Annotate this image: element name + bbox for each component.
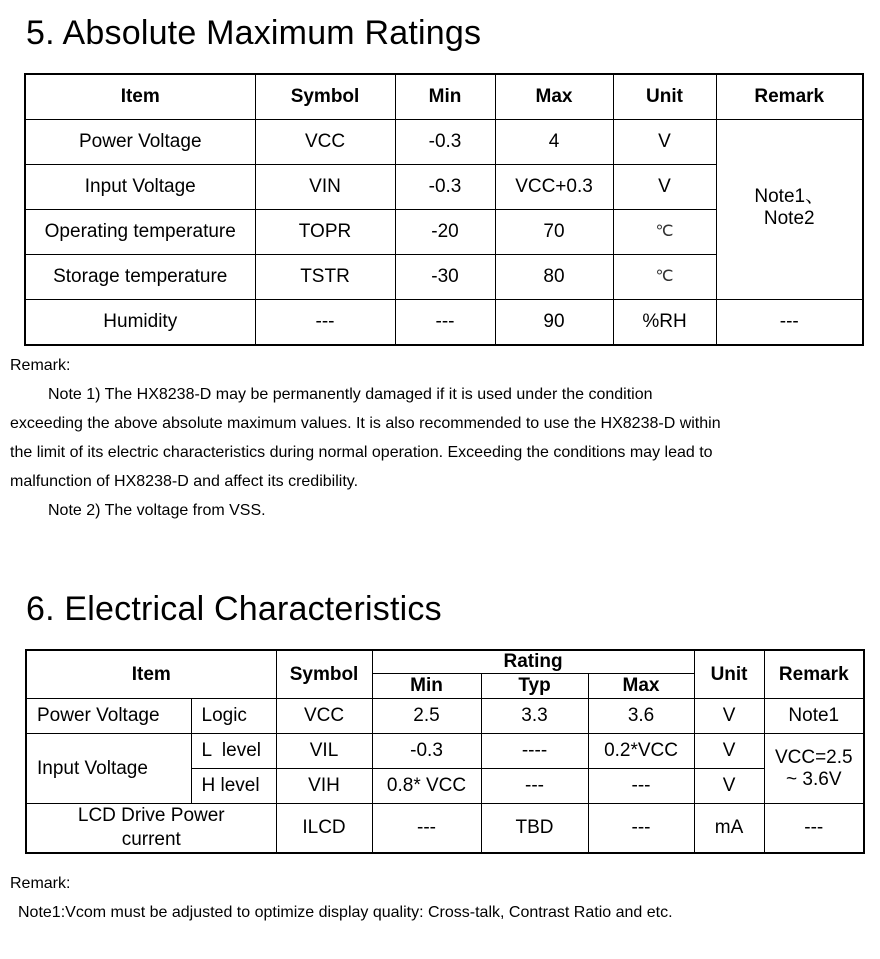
cell-max: VCC+0.3 [495, 165, 613, 210]
remark-line: VCC=2.5 [774, 746, 853, 768]
table-row [25, 120, 863, 165]
item-line: current [121, 829, 181, 850]
note2: Note 2) The voltage from VSS. [48, 502, 266, 519]
cell-symbol: TSTR [255, 255, 395, 300]
cell-symbol: VCC [255, 120, 395, 165]
note1: Note1:Vcom must be adjusted to optimize display quality: Cross-talk, Contrast Ratio and etc. [18, 904, 673, 921]
header-remark: Remark [716, 74, 863, 120]
cell-symbol: VCC [276, 699, 372, 734]
header-symbol: Symbol [255, 74, 395, 120]
cell-max: 70 [495, 210, 613, 255]
cell-min: 2.5 [372, 699, 481, 734]
remark-label: Remark: [10, 875, 71, 892]
cell-unit: V [613, 120, 716, 165]
cell-remark: --- [716, 300, 863, 346]
header-item: Item [26, 650, 276, 699]
cell-typ: --- [481, 769, 588, 804]
cell-unit: mA [694, 804, 764, 854]
cell-max: 4 [495, 120, 613, 165]
cell-symbol: --- [255, 300, 395, 346]
cell-subitem: L level [191, 734, 276, 769]
cell-unit: ℃ [613, 210, 716, 255]
cell-item: Power Voltage [25, 120, 255, 165]
remark-label: Remark: [10, 357, 71, 374]
cell-item: Storage temperature [25, 255, 255, 300]
cell-typ: 3.3 [481, 699, 588, 734]
cell-remark-merged [716, 120, 863, 300]
cell-remark: Note1 [764, 699, 864, 734]
cell-min: -30 [395, 255, 495, 300]
absolute-max-ratings-table [24, 73, 864, 346]
cell-remark-merged [764, 734, 864, 804]
table-header-row [26, 650, 864, 674]
cell-max: 80 [495, 255, 613, 300]
header-remark: Remark [764, 650, 864, 699]
section5-title: 5. Absolute Maximum Ratings [26, 14, 482, 52]
cell-min: --- [372, 804, 481, 854]
cell-subitem: H level [191, 769, 276, 804]
cell-remark: --- [764, 804, 864, 854]
cell-max: 3.6 [588, 699, 694, 734]
header-max: Max [588, 674, 694, 699]
cell-min: -20 [395, 210, 495, 255]
header-unit: Unit [694, 650, 764, 699]
table-row [25, 300, 863, 346]
cell-item-group: Input Voltage [26, 734, 191, 804]
table-header-row [25, 74, 863, 120]
header-max: Max [495, 74, 613, 120]
remark-line: ~ 3.6V [786, 768, 842, 790]
cell-item [26, 804, 276, 854]
header-min: Min [372, 674, 481, 699]
cell-max: 90 [495, 300, 613, 346]
cell-item: Power Voltage [26, 699, 191, 734]
cell-unit: V [613, 165, 716, 210]
cell-unit: ℃ [613, 255, 716, 300]
cell-min: --- [395, 300, 495, 346]
cell-symbol: TOPR [255, 210, 395, 255]
cell-min: -0.3 [395, 165, 495, 210]
cell-symbol: VIH [276, 769, 372, 804]
header-unit: Unit [613, 74, 716, 120]
note1-line: exceeding the above absolute maximum values. It is also recommended to use the HX8238-D within [10, 415, 721, 432]
cell-item: Operating temperature [25, 210, 255, 255]
cell-typ: TBD [481, 804, 588, 854]
cell-typ: ---- [481, 734, 588, 769]
cell-max: 0.2*VCC [588, 734, 694, 769]
cell-subitem: Logic [191, 699, 276, 734]
remark-line: Note1、 [754, 185, 825, 207]
cell-unit: %RH [613, 300, 716, 346]
header-item: Item [25, 74, 255, 120]
table-row [26, 699, 864, 734]
header-rating: Rating [372, 650, 694, 674]
header-symbol: Symbol [276, 650, 372, 699]
note1-line: Note 1) The HX8238-D may be permanently damaged if it is used under the condition [48, 386, 653, 403]
table-row [26, 734, 864, 769]
cell-min: 0.8* VCC [372, 769, 481, 804]
cell-symbol: VIL [276, 734, 372, 769]
header-typ: Typ [481, 674, 588, 699]
note1-line: the limit of its electric characteristics during normal operation. Exceeding the conditions may lead to [10, 444, 713, 461]
cell-unit: V [694, 769, 764, 804]
cell-unit: V [694, 699, 764, 734]
header-min: Min [395, 74, 495, 120]
cell-item: Humidity [25, 300, 255, 346]
cell-unit: V [694, 734, 764, 769]
remark-line: Note2 [763, 207, 815, 229]
cell-symbol: ILCD [276, 804, 372, 854]
item-line: LCD Drive Power [77, 805, 225, 826]
note1-line: malfunction of HX8238-D and affect its credibility. [10, 473, 359, 490]
electrical-characteristics-table [25, 649, 865, 854]
cell-min: -0.3 [372, 734, 481, 769]
cell-max: --- [588, 804, 694, 854]
cell-max: --- [588, 769, 694, 804]
cell-min: -0.3 [395, 120, 495, 165]
section6-title: 6. Electrical Characteristics [26, 590, 442, 628]
table-row [26, 804, 864, 854]
cell-symbol: VIN [255, 165, 395, 210]
cell-item: Input Voltage [25, 165, 255, 210]
